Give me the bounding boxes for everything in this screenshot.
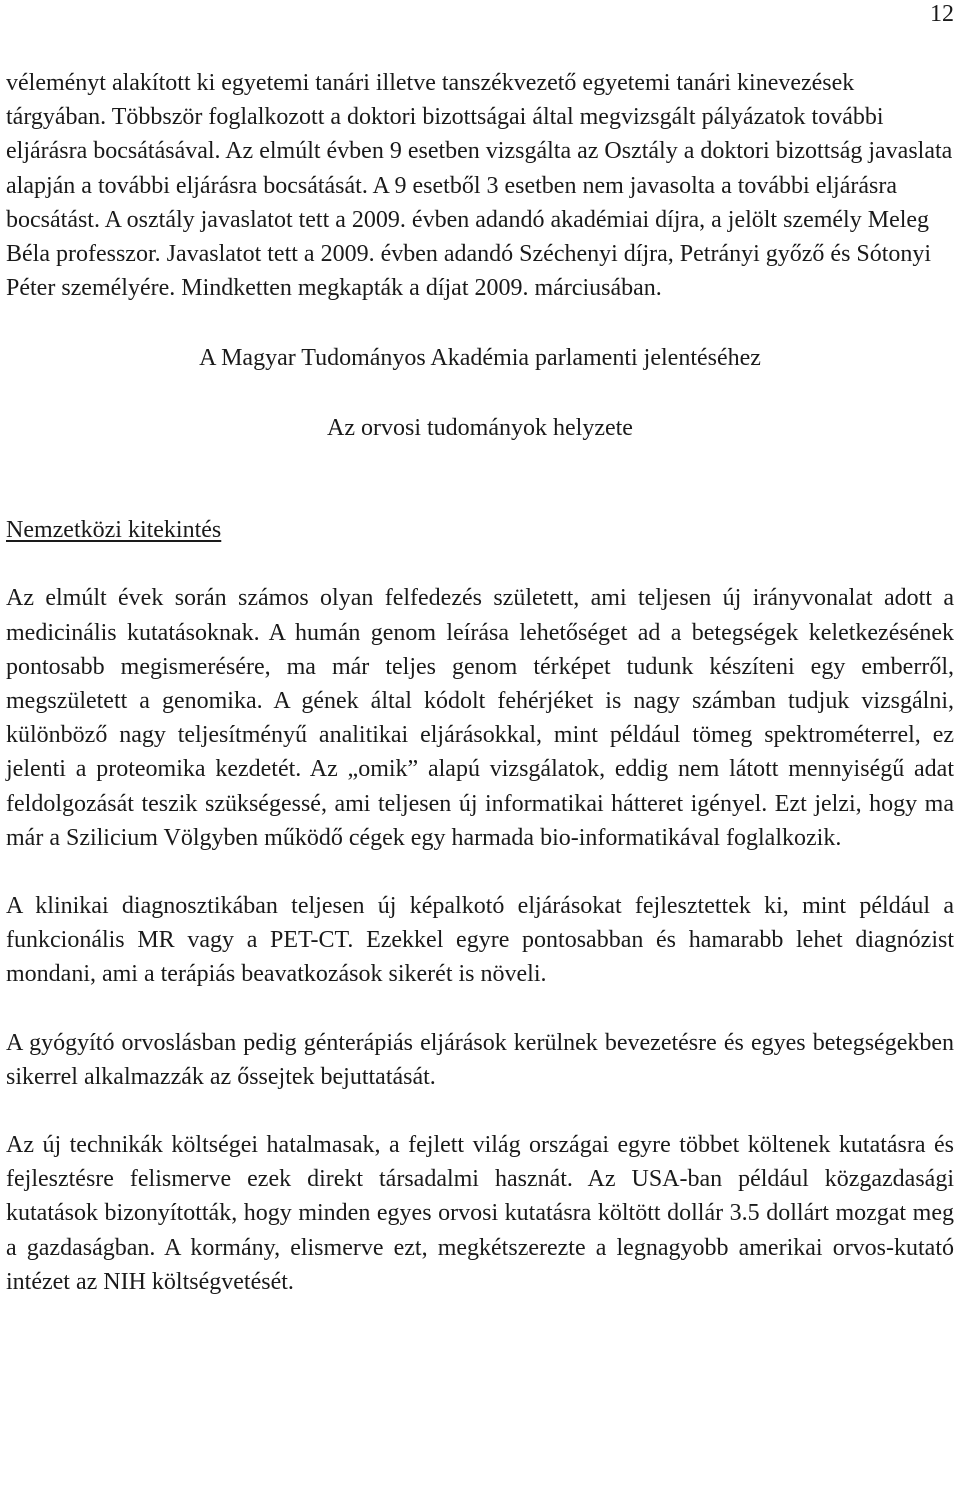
body-paragraph-4: Az új technikák költségei hatalmasak, a fejlett világ országai egyre többet költenek kutatásra és fejlesztésre felismerve ezek direkt társadalmi hasznát. Az USA-ban például közgazdasági kutatások bizonyították, hogy minden egyes orvosi kutatásra költött dollár 3.5 dollárt mozgat meg a gazdaságban. A kormány, elismerve ezt, megkétszerezte a legnagyobb amerikai orvos-kutató intézet az NIH költségvetését.: [6, 1132, 954, 1295]
section-heading: Nemzetközi kitekintés: [6, 517, 222, 544]
body-paragraph-2: A klinikai diagnosztikában teljesen új képalkotó eljárásokat fejlesztettek ki, mint például a funkcionális MR vagy a PET-CT. Ezekkel egyre pontosabban és hamarabb lehet diagnózist mondani, ami a terápiás beavatkozások sikerét is növeli.: [6, 893, 954, 988]
body-paragraph-1: Az elmúlt évek során számos olyan felfedezés született, ami teljesen új irányvonalat adott a medicinális kutatásoknak. A humán genom leírása lehetőséget ad a betegségek keletkezésének pontosabb megismerésére, ma már teljes genom térképet tudunk készíteni egy emberről, megszületett a genomika. A gének által kódolt fehérjéket is nagy számban tudjuk vizsgálni, különböző nagy teljesítményű analitikai eljárásokkal, mint például tömeg spektrométerrel, ez jelenti a proteomika kezdetét. Az „omik” alapú vizsgálatok, eddig nem látott mennyiségű adat feldolgozását teszik szükségessé, ami teljesen új informatikai hátteret igényel. Ezt jelzi, hogy ma már a Szilicium Völgyben működő cégek egy harmada bio-informatikával foglalkozik.: [6, 585, 954, 851]
report-title: A Magyar Tudományos Akadémia parlamenti jelentéséhez: [199, 345, 761, 372]
document-body: [6, 66, 954, 1299]
report-subtitle: Az orvosi tudományok helyzete: [327, 415, 633, 442]
intro-paragraph: véleményt alakított ki egyetemi tanári illetve tanszékvezető egyetemi tanári kinevezések tárgyában. Többször foglalkozott a doktori bizottságai által megvizsgált pályázatok további eljárásra bocsátásával. Az elmúlt évben 9 esetben vizsgálta az Osztály a doktori bizottság javaslata alapján a további eljárásra bocsátását. A 9 esetből 3 esetben nem javasolta a további eljárásra bocsátást. A osztály javaslatot tett a 2009. évben adandó akadémiai díjra, a jelölt személy Meleg Béla professzor. Javaslatot tett a 2009. évben adandó Széchenyi díjra, Petrányi győző és Sótonyi Péter személyére. Mindketten megkapták a díjat 2009. márciusában.: [6, 70, 953, 302]
body-paragraph-3: A gyógyító orvoslásban pedig génterápiás eljárások kerülnek bevezetésre és egyes betegségekben sikerrel alkalmazzák az őssejtek bejuttatását.: [6, 1029, 954, 1090]
page-number: 12: [930, 1, 954, 27]
